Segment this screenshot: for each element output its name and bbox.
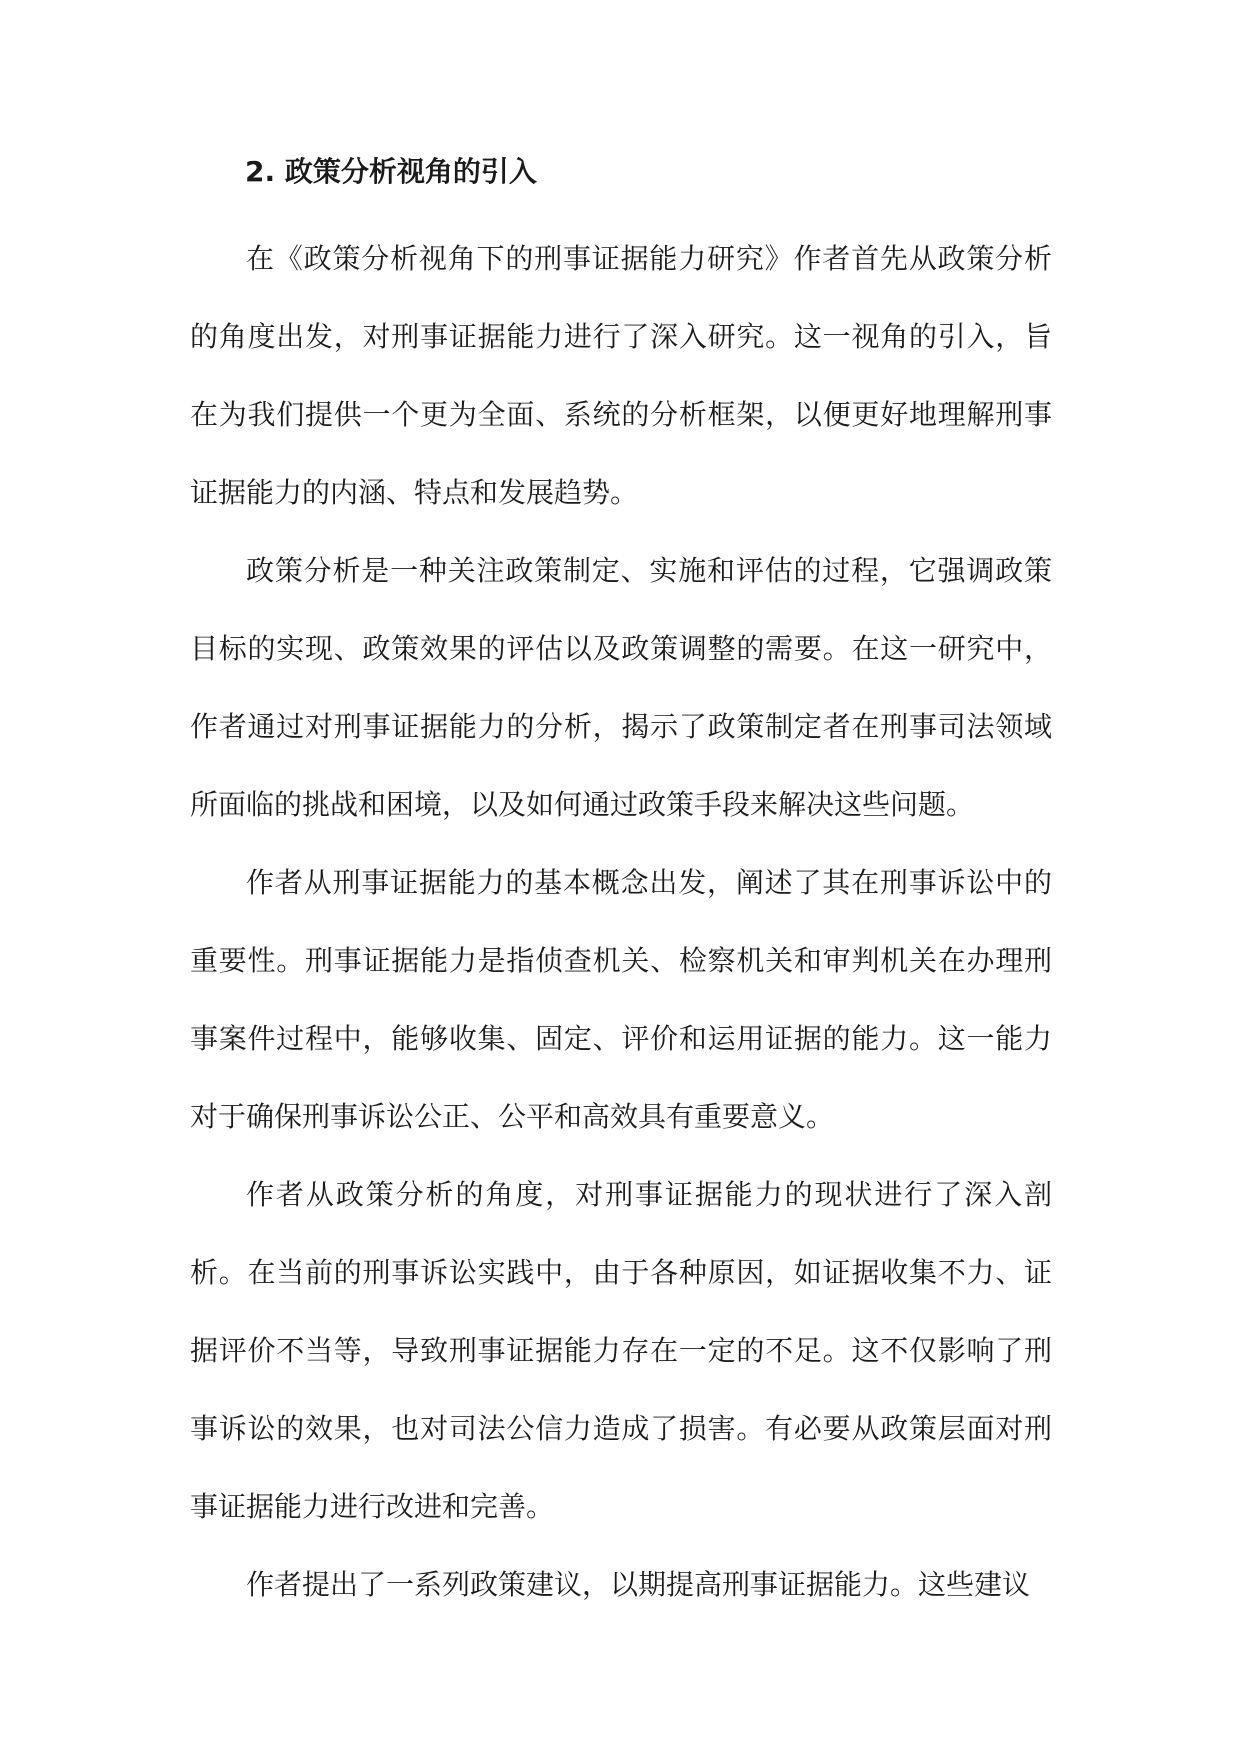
paragraph-3: 作者从刑事证据能力的基本概念出发，阐述了其在刑事诉讼中的重要性。刑事证据能力是指侦查机关、检察机关和审判机关在办理刑事案件过程中，能够收集、固定、评价和运用证据的能力。这一能力对于确保刑事诉讼公正、公平和高效具有重要意义。 bbox=[190, 866, 1052, 1133]
paragraph-2: 政策分析是一种关注政策制定、实施和评估的过程，它强调政策目标的实现、政策效果的评估以及政策调整的需要。在这一研究中，作者通过对刑事证据能力的分析，揭示了政策制定者在刑事司法领域所面临的挑战和困境，以及如何通过政策手段来解决这些问题。 bbox=[190, 554, 1052, 821]
paragraph-4: 作者从政策分析的角度，对刑事证据能力的现状进行了深入剖析。在当前的刑事诉讼实践中，由于各种原因，如证据收集不力、证据评价不当等，导致刑事证据能力存在一定的不足。这不仅影响了刑事诉讼的效果，也对司法公信力造成了损害。有必要从政策层面对刑事证据能力进行改进和完善。 bbox=[190, 1178, 1052, 1523]
paragraph-5: 作者提出了一系列政策建议，以期提高刑事证据能力。这些建议 bbox=[246, 1568, 1031, 1601]
section-heading: 2. 政策分析视角的引入 bbox=[245, 155, 537, 188]
paragraph-1: 在《政策分析视角下的刑事证据能力研究》作者首先从政策分析的角度出发，对刑事证据能力进行了深入研究。这一视角的引入，旨在为我们提供一个更为全面、系统的分析框架，以便更好地理解刑事证据能力的内涵、特点和发展趋势。 bbox=[190, 242, 1052, 509]
document-body bbox=[190, 142, 1052, 1624]
